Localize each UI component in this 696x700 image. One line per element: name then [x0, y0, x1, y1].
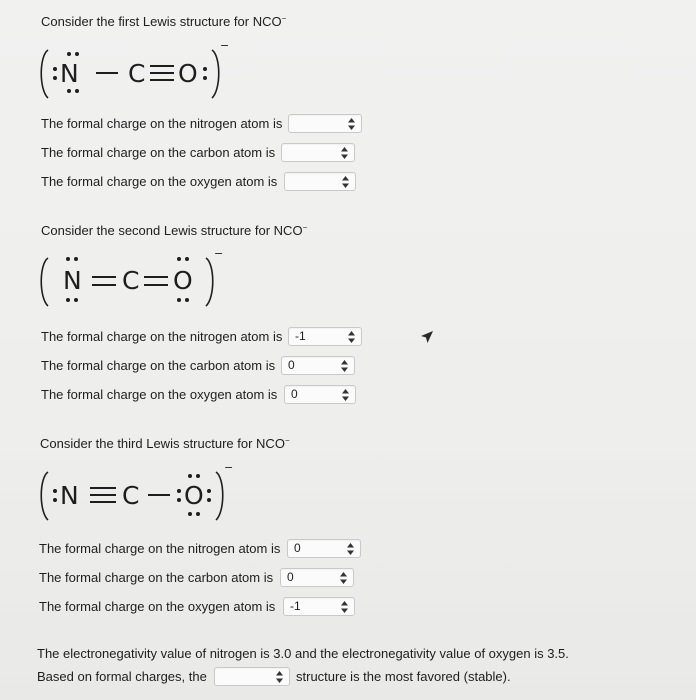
- atom-n-2: N: [63, 266, 82, 295]
- lewis-structure-1: [36, 39, 256, 104]
- s2-nitrogen-question: The formal charge on the nitrogen atom is: [41, 329, 283, 344]
- atom-c-3: C: [122, 481, 140, 510]
- atom-n-1: N: [60, 59, 79, 88]
- atom-o-3: O: [184, 481, 204, 510]
- s3-nitrogen-question: The formal charge on the nitrogen atom is: [39, 541, 281, 556]
- up-down-arrows-icon: [347, 543, 354, 555]
- up-down-arrows-icon: [348, 118, 355, 130]
- s2-oxygen-select[interactable]: 0: [284, 385, 356, 404]
- s1-nitrogen-question: The formal charge on the nitrogen atom is: [41, 116, 283, 131]
- structure1-heading: Consider the first Lewis structure for NCO−: [41, 14, 287, 29]
- s2-nitrogen-select[interactable]: -1: [288, 327, 362, 346]
- up-down-arrows-icon: [276, 671, 283, 683]
- s1-carbon-select[interactable]: [281, 143, 355, 162]
- up-down-arrows-icon: [341, 147, 348, 159]
- s3-oxygen-select[interactable]: -1: [283, 597, 355, 616]
- favored-structure-select[interactable]: [214, 667, 290, 686]
- favored-suffix: structure is the most favored (stable).: [296, 669, 511, 684]
- up-down-arrows-icon: [341, 601, 348, 613]
- s3-carbon-question: The formal charge on the carbon atom is: [39, 570, 274, 585]
- up-down-arrows-icon: [348, 331, 355, 343]
- svg-text:−: −: [214, 247, 224, 260]
- mouse-pointer-icon: [420, 330, 434, 344]
- atom-c-2: C: [122, 266, 140, 295]
- s1-oxygen-select[interactable]: [284, 172, 356, 191]
- s3-carbon-select[interactable]: 0: [280, 568, 354, 587]
- svg-text:−: −: [220, 39, 230, 52]
- electronegativity-text: The electronegativity value of nitrogen is 3.0 and the electronegativity value of oxygen is 3.5.: [37, 646, 569, 661]
- s3-nitrogen-select[interactable]: 0: [287, 539, 361, 558]
- svg-text:−: −: [224, 461, 234, 474]
- s1-oxygen-question: The formal charge on the oxygen atom is: [41, 174, 278, 189]
- atom-n-3: N: [60, 481, 79, 510]
- structure3-heading: Consider the third Lewis structure for NCO−: [40, 436, 290, 451]
- s3-oxygen-question: The formal charge on the oxygen atom is: [39, 599, 276, 614]
- up-down-arrows-icon: [342, 389, 349, 401]
- s1-carbon-question: The formal charge on the carbon atom is: [41, 145, 276, 160]
- lewis-structure-3: [36, 461, 256, 526]
- s1-nitrogen-select[interactable]: [288, 114, 362, 133]
- s2-carbon-question: The formal charge on the carbon atom is: [41, 358, 276, 373]
- up-down-arrows-icon: [340, 572, 347, 584]
- s2-carbon-select[interactable]: 0: [281, 356, 355, 375]
- structure2-heading: Consider the second Lewis structure for NCO−: [41, 223, 308, 238]
- atom-o-2: O: [173, 266, 193, 295]
- atom-c-1: C: [128, 59, 146, 88]
- s2-oxygen-question: The formal charge on the oxygen atom is: [41, 387, 278, 402]
- up-down-arrows-icon: [342, 176, 349, 188]
- favored-prefix: Based on formal charges, the: [37, 669, 207, 684]
- up-down-arrows-icon: [341, 360, 348, 372]
- atom-o-1: O: [178, 59, 198, 88]
- lewis-structure-2: [36, 247, 256, 312]
